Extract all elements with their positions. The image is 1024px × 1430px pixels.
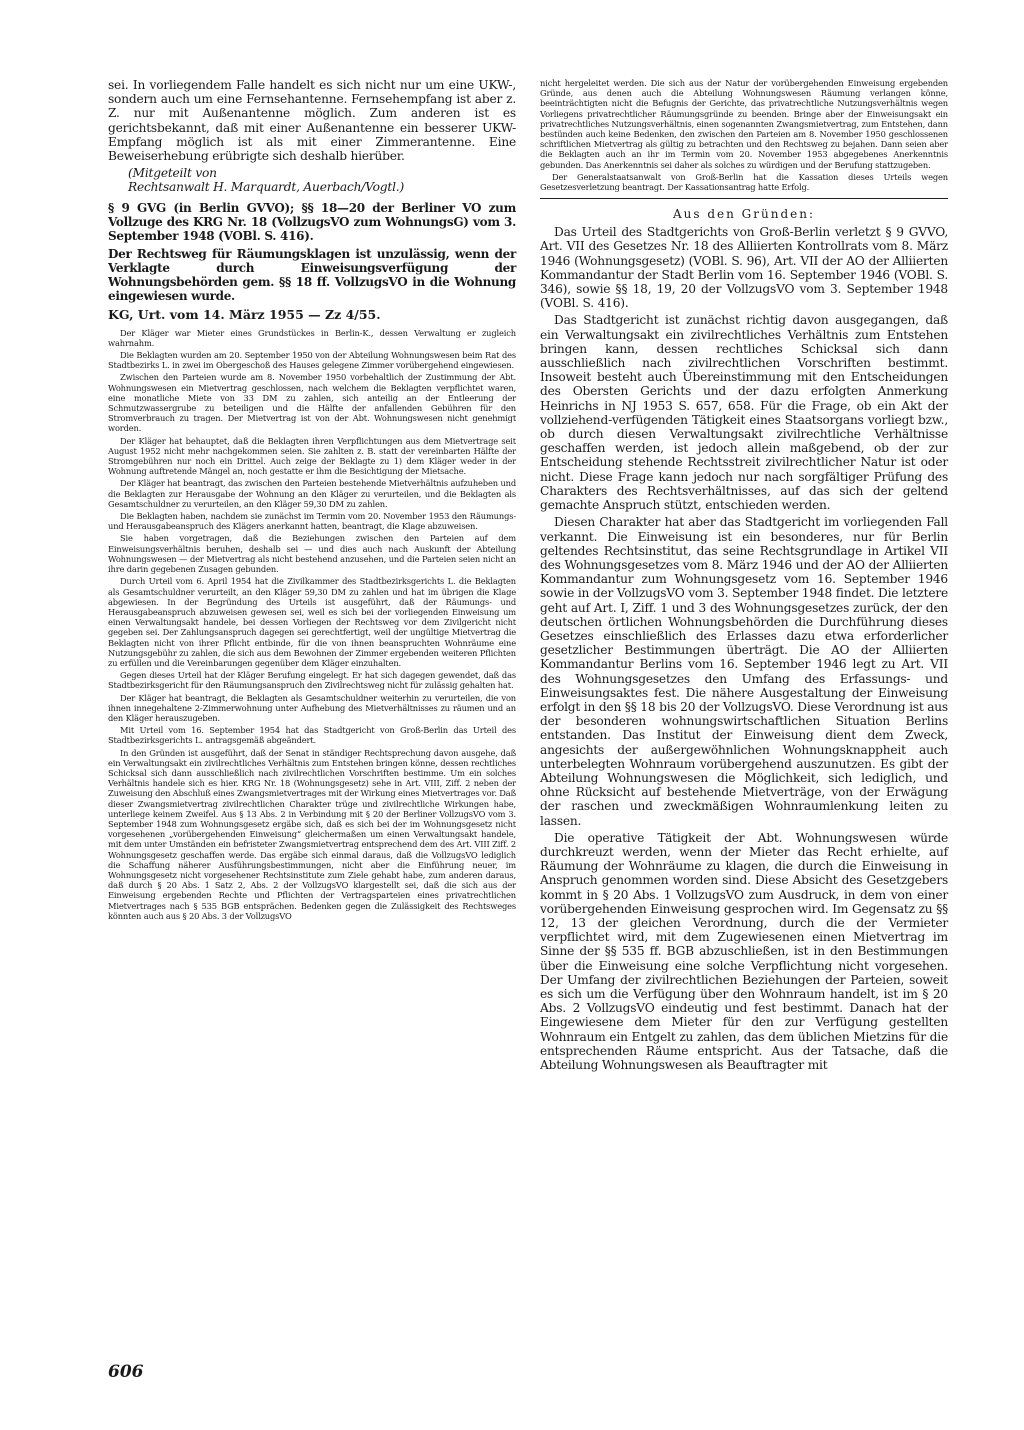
headnote: Der Rechtsweg für Räumungsklagen ist unzulässig, wenn der Verklagte durch Einweisungsverfügung der Wohnungsbehörden gem. §§ 18 ff. VollzugsVO in die Wohnung eingewiesen wurde. (108, 246, 516, 303)
reasons-paragraph: Diesen Charakter hat aber das Stadtgericht im vorliegenden Fall verkannt. Die Einweisung ist ein besonderes, nur für Berlin geltendes Rechtsinstitut, das seine Rechtsgrundlage in Artikel VII des Wohnungsgesetzes vom 8. März 1946 und der AO der Alliierten Kommandantur zum Wohnungsgesetz vom 16. September 1946 sowie in der VollzugsVO vom 3. September 1948 findet. Die letztere geht auf Art. I, Ziff. 1 und 3 des Wohnungsgesetzes zurück, der den deutschen örtlichen Wohnungsbehörden die Durchführung dieses Gesetzes einschließlich des Erlasses dazu etwa erforderlicher gesetzlicher Bestimmungen überträgt. Die AO der Alliierten Kommandantur Berlins vom 16. September 1946 legt zu Art. VII des Wohnungsgesetzes den Umfang des Erfassungs- und Einweisungsaktes fest. Die nähere Ausgestaltung der Einweisung erfolgt in den §§ 18 bis 20 der VollzugsVO. Diese Verordnung ist aus der besonderen wohnungswirtschaftlichen Situation Berlins entstanden. Das Institut der Einweisung dient dem Zweck, angesichts der außergewöhnlichen Wohnungsknappheit auch unterbelegten Wohnraum vorübergehend auszunutzen. Es gibt der Abteilung Wohnungswesen die Möglichkeit, sich lediglich, und ohne Rücksicht auf bestehende Mietverträge, von der Erwägung der raschen und zweckmäßigen Wohnraumlenkung leiten zu lassen. (540, 515, 948, 828)
facts-paragraph: Zwischen den Parteien wurde am 8. November 1950 vorbehaltlich der Zustimmung der Abt. Wohnungswesen ein Mietvertrag geschlossen, nach welchem die Beklagten verpflichtet waren, eine monatliche Miete von 33 DM zu zahlen, sich anteilig an der Entleerung der Schmutzwassergrube zu beteiligen und die Hälfte der anfallenden Gebühren für den Stromverbrauch zu tragen. Der Mietvertrag ist von der Abt. Wohnungswesen nicht genehmigt worden. (108, 372, 516, 434)
intro-paragraph: sei. In vorliegendem Falle handelt es sich nicht nur um eine UKW-, sondern auch um eine Fernsehantenne. Fernsehempfang ist aber z. Z. nur mit Außenantenne möglich. Zum anderen ist es gerichtsbekannt, daß mit einer Außenantenne ein besserer UKW-Empfang möglich ist als mit einer Zimmerantenne. Eine Beweiserhebung erübrigte sich deshalb hierüber. (108, 78, 516, 164)
reasons-paragraph: Das Urteil des Stadtgerichts von Groß-Berlin verletzt § 9 GVVO, Art. VII des Gesetzes Nr. 18 des Alliierten Kontrollrats vom 8. März 1946 (Wohnungsgesetz) (VOBl. S. 96), Art. VII der AO der Alliierten Kommandantur der Stadt Berlin vom 16. September 1946 (VOBl. S. 346), sowie §§ 18, 19, 20 der VollzugsVO vom 3. September 1948 (VOBl. S. 416). (540, 225, 948, 311)
continuation-block (540, 78, 948, 192)
continuation-paragraph: nicht hergeleitet werden. Die sich aus der Natur der vorübergehenden Einweisung ergebenden Gründe, aus denen auch die Abteilung Wohnungswesen Räumung verlangen könne, beeinträchtigten nicht die Befugnis der Gerichte, das privatrechtliche Nutzungsverhältnis wegen Vorliegens privatrechtlicher Räumungsgründe zu beenden. Bringe aber der Einweisungsakt ein privatrechtliches Nutzungsverhältnis, einen sogenannten Zwangsmietvertrag, zum Entstehen, dann bestünden auch keine Bedenken, den zwischen den Parteien am 8. November 1950 geschlossenen schriftlichen Mietvertrag als gültig zu betrachten und den Rechtsweg zu bejahen. Dann seien aber die Beklagten auch an ihr im Termin vom 20. November 1953 abgegebenes Anerkenntnis gebunden. Das Anerkenntnis sei daher als solches zu würdigen und der Berufung stattzugeben. (540, 78, 948, 170)
reasons-subheading: Aus den Gründen: (672, 207, 816, 222)
right-column (540, 78, 948, 1075)
norms-heading: § 9 GVG (in Berlin GVVO); §§ 18—20 der Berliner VO zum Vollzuge des KRG Nr. 18 (VollzugsVO zum WohnungsG) vom 3. September 1948 (VOBl. S. 416). (108, 200, 516, 243)
facts-paragraph: Durch Urteil vom 6. April 1954 hat die Zivilkammer des Stadtbezirksgerichts L. die Beklagten als Gesamtschuldner verurteilt, an den Kläger 59,30 DM zu zahlen und hat im übrigen die Klage abgewiesen. In der Begründung des Urteils ist ausgeführt, daß der Räumungs- und Herausgabeanspruch abzuweisen gewesen sei, weil es sich bei der vorliegenden Einweisung um einen Verwaltungsakt handele, bei dessen Vorliegen der Rechtsweg vor dem Zivilgericht nicht gegeben sei. Der Zahlungsanspruch dagegen sei gerechtfertigt, weil der ungültige Mietvertrag die Beklagten nicht von ihrer Pflicht entbinde, für die von ihnen beanspruchten Wohnräume eine Nutzungsgebühr zu zahlen, die sich aus dem Bewohnen der Zimmer ergebenden weiteren Pflichten zu erfüllen und die Vereinbarungen gegenüber dem Kläger einzuhalten. (108, 576, 516, 668)
facts-paragraph: In den Gründen ist ausgeführt, daß der Senat in ständiger Rechtsprechung davon ausgehe, daß ein Verwaltungsakt ein zivilrechtliches Verhältnis zum Entstehen bringen könne, dessen rechtliches Schicksal sich dann ausschließlich nach zivilrechtlichen Vorschriften bestimme. Um ein solches Verhältnis handele sich es hier. KRG Nr. 18 (Wohnungsgesetz) sehe in Art. VIII, Ziff. 2 neben der Zuweisung den Abschluß eines Zwangsmietvertrages mit der Wirkung eines Mietvertrages vor. Daß dieser Zwangsmietvertrag zivilrechtlichen Charakter trüge und zivilrechtliche Wirkungen habe, unterliege keinem Zweifel. Aus § 13 Abs. 2 in Verbindung mit § 20 der Berliner VollzugsVO vom 3. September 1948 zum Wohnungsgesetz ergäbe sich, daß es sich bei der im Wohnungsgesetz nicht vorgesehenen „vorübergehenden Einweisung“ gleichermaßen um einen Verwaltungsakt handele, mit dem unter Umständen ein befristeter Zwangsmietvertrag entsprechend dem des Art. VIII Ziff. 2 Wohnungsgesetz geschaffen werde. Das ergäbe sich einmal daraus, daß die VollzugsVO lediglich die Schaffung näherer Ausführungsbestimmungen, nicht aber die Einführung neuer, im Wohnungsgesetz nicht vorgesehener Rechtsinstitute zum Ziele gehabt habe, zum anderen daraus, daß durch § 20 Abs. 1 Satz 2, Abs. 2 der VollzugsVO klargestellt sei, daß die sich aus der Einweisung ergebenden Rechte und Pflichten der Vertragsparteien eines privatrechtlichen Mietvertrages nach § 535 BGB entsprächen. Bedenken gegen die Zulässigkeit des Rechtsweges könnten auch aus § 20 Abs. 3 der VollzugsVO (108, 747, 516, 921)
facts-block (108, 328, 516, 921)
facts-paragraph: Mit Urteil vom 16. September 1954 hat das Stadtgericht von Groß-Berlin das Urteil des Stadtbezirksgerichts L. antragsgemäß abgeändert. (108, 725, 516, 746)
facts-paragraph: Gegen dieses Urteil hat der Kläger Berufung eingelegt. Er hat sich dagegen gewendet, daß das Stadtbezirksgericht für den Räumungsanspruch den Zivilrechtsweg nicht für zulässig gehalten hat. (108, 670, 516, 691)
reasons-paragraph: Die operative Tätigkeit der Abt. Wohnungswesen würde durchkreuzt werden, wenn der Mieter das Recht erhielte, auf Räumung der Wohnräume zu klagen, die durch die Einweisung in Anspruch genommen worden sind. Diese Absicht des Gesetzgebers kommt in § 20 Abs. 1 VollzugsVO zum Ausdruck, in dem von einer vorübergehenden Einweisung gesprochen wird. Im Gegensatz zu §§ 12, 13 der gleichen Verordnung, durch die der Vermieter verpflichtet wird, mit dem Zugewiesenen einen Mietvertrag im Sinne der §§ 535 ff. BGB abzuschließen, ist in den Bestimmungen über die Einweisung eine solche Verpflichtung nicht vorgesehen. Der Umfang der zivilrechtlichen Beziehungen der Parteien, soweit es sich um die Verfügung über den Wohnraum handelt, ist im § 20 Abs. 2 VollzugsVO eindeutig und fest bestimmt. Danach hat der Eingewiesene dem Mieter für den zur Verfügung gestellten Wohnraum ein Entgelt zu zahlen, das dem üblichen Mietzins für die entsprechenden Räume entspricht. Aus der Tatsache, daß die Abteilung Wohnungswesen als Beauftragter mit (540, 830, 948, 1073)
page-number: 606 (108, 1362, 144, 1382)
case-reference: KG, Urt. vom 14. März 1955 — Zz 4/55. (108, 306, 381, 322)
divider (540, 198, 948, 199)
facts-paragraph: Der Kläger war Mieter eines Grundstückes in Berlin-K., dessen Verwaltung er zugleich wahrnahm. (108, 327, 516, 348)
continuation-paragraph: Der Generalstaatsanwalt von Groß-Berlin hat die Kassation dieses Urteils wegen Gesetzesverletzung beantragt. Der Kassationsantrag hatte Erfolg. (540, 171, 948, 193)
intro-block (108, 78, 516, 195)
reasons-paragraph: Das Stadtgericht ist zunächst richtig davon ausgegangen, daß ein Verwaltungsakt ein zivilrechtliches Verhältnis zum Entstehen bringen kann, dessen rechtliches Schicksal sich dann ausschließlich nach zivilrechtlichen Vorschriften bestimmt. Insoweit besteht auch Übereinstimmung mit den Entscheidungen des Obersten Gerichts und der dazu erfolgten Anmerkung Heinrichs in NJ 1953 S. 657, 658. Für die Frage, ob ein Akt der vollziehend-verfügenden Tätigkeit eines Staatsorgans vorliegt bzw., ob durch diesen Verwaltungsakt zivilrechtliche Verhältnisse geschaffen werden, ist jedoch allein maßgebend, ob der zur Entscheidung stehende Rechtsstreit zivilrechtlicher Natur ist oder nicht. Diese Frage kann jedoch nur nach sorgfältiger Prüfung des Charakters des Rechtsverhältnisses, auf das sich der geltend gemachte Anspruch stützt, entschieden werden. (540, 313, 948, 513)
facts-paragraph: Der Kläger hat beantragt, die Beklagten als Gesamtschuldner weiterhin zu verurteilen, die von ihnen innegehaltene 2-Zimmerwohnung unter Aufhebung des Mietverhältnisses zu räumen und an den Kläger herauszugeben. (108, 692, 516, 723)
facts-paragraph: Die Beklagten haben, nachdem sie zunächst im Termin vom 20. November 1953 den Räumungs- und Herausgabeanspruch des Klägers anerkannt hatten, beantragt, die Klage abzuweisen. (108, 511, 516, 532)
facts-paragraph: Die Beklagten wurden am 20. September 1950 von der Abteilung Wohnungswesen beim Rat des Stadtbezirks L. in zwei im Obergeschoß des Hauses gelegene Zimmer vorübergehend eingewiesen. (108, 350, 516, 371)
facts-paragraph: Der Kläger hat behauptet, daß die Beklagten ihren Verpflichtungen aus dem Mietvertrage seit August 1952 nicht mehr nachgekommen seien. Sie zahlten z. B. statt der vereinbarten Hälfte der Stromgebühren nur noch ein Drittel. Auch zeige der Beklagte zu 1) dem Kläger weder in der Wohnung auftretende Mängel an, noch gestatte er ihm die Besichtigung der Mietsache. (108, 435, 516, 477)
left-column (108, 78, 516, 923)
signature-line-1: (Mitgeteilt von (128, 166, 217, 181)
facts-paragraph: Sie haben vorgetragen, daß die Beziehungen zwischen den Parteien auf dem Einweisungsverhältnis beruhen, deshalb sei — und dies auch nach Auskunft der Abteilung Wohnungswesen — der Mietvertrag als nicht bestehend anzusehen, und die Parteien seien nicht an ihre darin gegebenen Zusagen gebunden. (108, 533, 516, 575)
reasons-block (540, 225, 948, 1072)
facts-paragraph: Der Kläger hat beantragt, das zwischen den Parteien bestehende Mietverhältnis aufzuheben und die Beklagten zur Herausgabe der Wohnung an den Kläger zu verurteilen, und die Beklagten als Gesamtschuldner zu verurteilen, an den Kläger 59,30 DM zu zahlen. (108, 478, 516, 509)
signature-line-2: Rechtsanwalt H. Marquardt, Auerbach/Vogtl.) (128, 180, 405, 195)
